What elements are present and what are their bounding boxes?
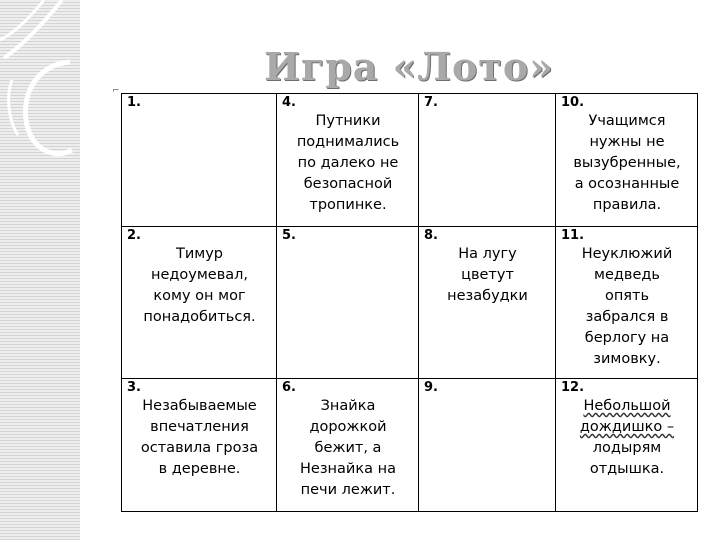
card-11[interactable] bbox=[556, 227, 698, 379]
card-8[interactable] bbox=[419, 227, 556, 379]
card-text bbox=[561, 396, 693, 480]
card-number: 3. bbox=[127, 380, 141, 395]
underlined-word: дождишко – bbox=[579, 419, 675, 435]
decorative-side-band bbox=[0, 0, 80, 540]
card-text: Путники поднимались по далеко не безопасной тропинке. bbox=[296, 113, 400, 213]
card-number: 5. bbox=[282, 228, 296, 243]
card-4[interactable] bbox=[277, 94, 419, 227]
card-text: Незабываемые впечатления оставила гроза в деревне. bbox=[140, 398, 259, 477]
corner-mark: ⌐ bbox=[112, 86, 120, 96]
card-number: 1. bbox=[127, 95, 141, 110]
card-text: Неуклюжий медведь опять забрался в берлогу на зимовку. bbox=[581, 246, 673, 367]
lotto-grid bbox=[121, 93, 698, 512]
card-9[interactable] bbox=[419, 379, 556, 512]
card-number: 12. bbox=[561, 380, 585, 395]
card-text: На лугу цветут незабудки bbox=[447, 246, 528, 304]
card-number: 4. bbox=[282, 95, 296, 110]
card-text-rest: лодырям отдышка. bbox=[589, 440, 665, 477]
card-3[interactable] bbox=[122, 379, 277, 512]
card-number: 9. bbox=[424, 380, 438, 395]
card-5[interactable] bbox=[277, 227, 419, 379]
card-number: 6. bbox=[282, 380, 296, 395]
slide-title: Игра «Лото» bbox=[264, 44, 554, 89]
card-number: 2. bbox=[127, 228, 141, 243]
card-number: 7. bbox=[424, 95, 438, 110]
grid-row bbox=[122, 227, 698, 379]
card-text: Тимур недоумевал, кому он мог понадобиться. bbox=[143, 246, 256, 325]
card-6[interactable] bbox=[277, 379, 419, 512]
card-12[interactable] bbox=[556, 379, 698, 512]
swirl-decoration bbox=[0, 0, 80, 540]
card-1[interactable] bbox=[122, 94, 277, 227]
card-number: 8. bbox=[424, 228, 438, 243]
card-text: Знайка дорожкой бежит, а Незнайка на печи лежит. bbox=[300, 398, 396, 498]
underlined-word: Небольшой bbox=[583, 398, 671, 414]
card-10[interactable] bbox=[556, 94, 698, 227]
card-2[interactable] bbox=[122, 227, 277, 379]
card-number: 10. bbox=[561, 95, 585, 110]
grid-row bbox=[122, 379, 698, 512]
card-number: 11. bbox=[561, 228, 585, 243]
card-text: Учащимся нужны не вызубренные, а осознанные правила. bbox=[573, 113, 681, 213]
grid-row bbox=[122, 94, 698, 227]
card-7[interactable] bbox=[419, 94, 556, 227]
